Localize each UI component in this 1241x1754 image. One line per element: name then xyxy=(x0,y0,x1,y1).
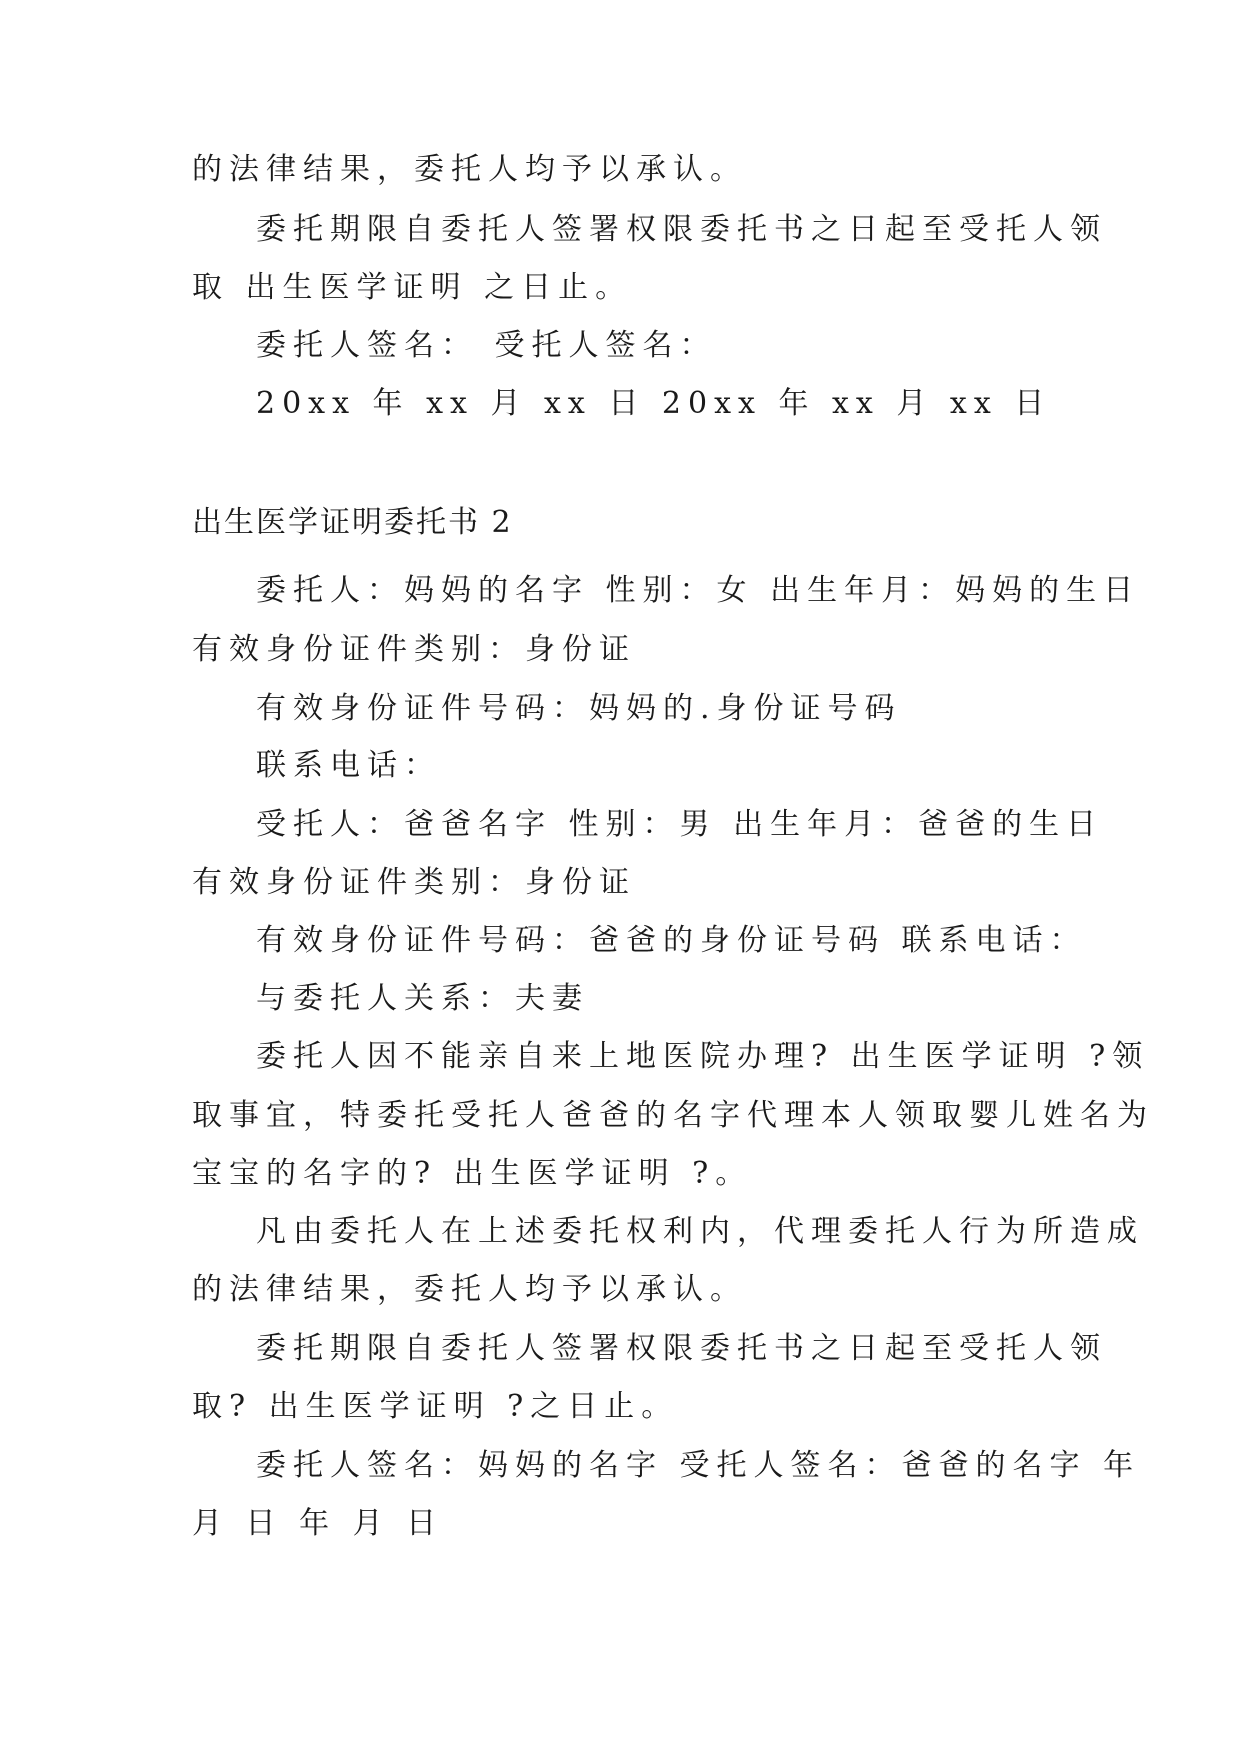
paragraph-line: 凡由委托人在上述委托权利内，代理委托人行为所造成 xyxy=(256,1214,1144,1249)
paragraph-line: 有效身份证件号码：爸爸的身份证号码 联系电话： xyxy=(256,923,1087,958)
paragraph-line: 与委托人关系：夫妻 xyxy=(256,981,589,1016)
paragraph-line: 委托期限自委托人签署权限委托书之日起至受托人领 xyxy=(256,1331,1107,1366)
signature-line: 委托人签名：妈妈的名字 受托人签名：爸爸的名字 年 xyxy=(256,1448,1141,1483)
date-line: 月 日 年 月 日 xyxy=(192,1506,444,1541)
signature-line: 委托人签名： 受托人签名： xyxy=(256,328,717,363)
section-heading: 出生医学证明委托书 2 xyxy=(192,505,513,540)
date-line: 20xx 年 xx 月 xx 日 20xx 年 xx 月 xx 日 xyxy=(256,386,1052,421)
paragraph-line: 委托期限自委托人签署权限委托书之日起至受托人领 xyxy=(256,212,1107,247)
paragraph-line: 受托人：爸爸名字 性别：男 出生年月：爸爸的生日 xyxy=(256,807,1104,842)
paragraph-line: 有效身份证件类别：身份证 xyxy=(192,865,636,900)
paragraph-line: 取 出生医学证明 之日止。 xyxy=(192,270,633,305)
paragraph-line: 取事宜，特委托受托人爸爸的名字代理本人领取婴儿姓名为 xyxy=(192,1098,1154,1133)
paragraph-line: 联系电话： xyxy=(256,748,441,783)
paragraph-line: 委托人因不能亲自来上地医院办理? 出生医学证明 ?领 xyxy=(256,1039,1150,1074)
paragraph-line: 取? 出生医学证明 ?之日止。 xyxy=(192,1389,679,1424)
paragraph-line: 有效身份证件类别：身份证 xyxy=(192,632,636,667)
paragraph-line: 宝宝的名字的? 出生医学证明 ?。 xyxy=(192,1156,753,1191)
paragraph-line: 有效身份证件号码：妈妈的.身份证号码 xyxy=(256,691,902,726)
paragraph-line: 委托人：妈妈的名字 性别：女 出生年月：妈妈的生日 xyxy=(256,573,1141,608)
paragraph-line: 的法律结果，委托人均予以承认。 xyxy=(192,152,747,187)
paragraph-line: 的法律结果，委托人均予以承认。 xyxy=(192,1272,747,1307)
